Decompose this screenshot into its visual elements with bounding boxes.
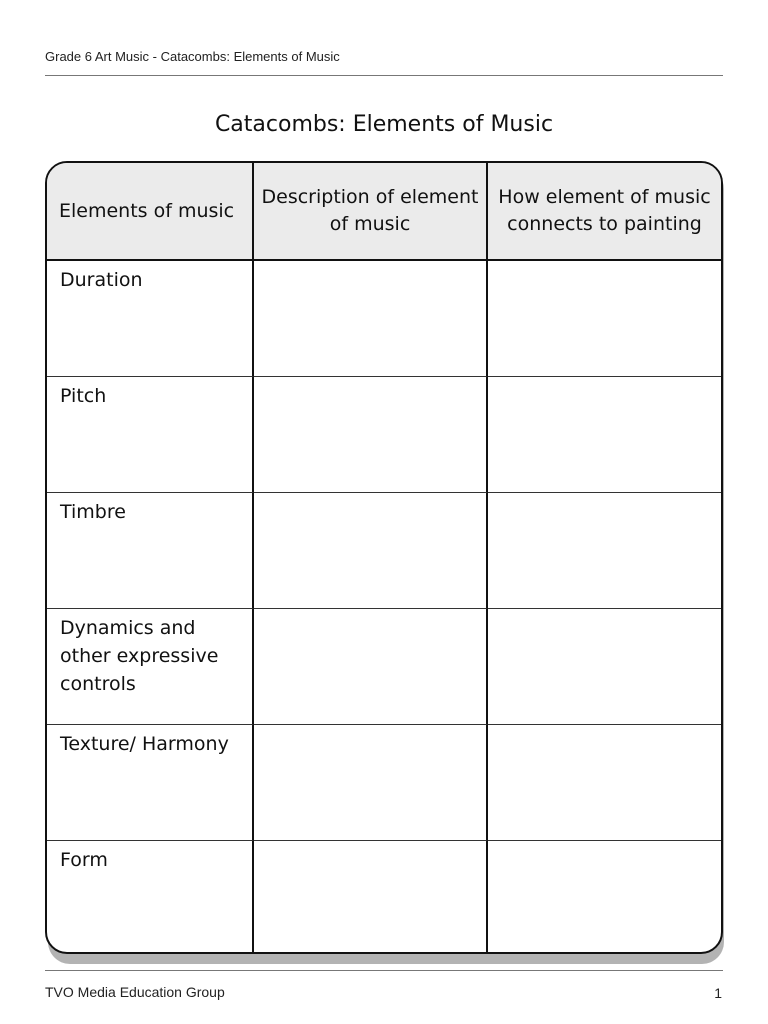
connection-cell-texture-harmony[interactable] — [488, 725, 721, 841]
footer-publisher: TVO Media Education Group — [45, 984, 225, 1000]
column-header-element: Elements of music — [47, 163, 254, 261]
row-label-pitch: Pitch — [47, 377, 254, 493]
connection-cell-timbre[interactable] — [488, 493, 721, 609]
row-label-duration: Duration — [47, 261, 254, 377]
table-grid — [47, 163, 721, 952]
connection-cell-duration[interactable] — [488, 261, 721, 377]
description-cell-texture-harmony[interactable] — [254, 725, 488, 841]
page-number: 1 — [714, 985, 722, 1001]
row-label-dynamics: Dynamics and other expressive controls — [47, 609, 254, 725]
connection-cell-pitch[interactable] — [488, 377, 721, 493]
description-cell-timbre[interactable] — [254, 493, 488, 609]
row-label-texture-harmony: Texture/ Harmony — [47, 725, 254, 841]
description-cell-form[interactable] — [254, 841, 488, 954]
header-divider — [45, 75, 723, 76]
connection-cell-dynamics[interactable] — [488, 609, 721, 725]
footer-divider — [45, 970, 723, 971]
column-header-description: Description of element of music — [254, 163, 488, 261]
description-cell-pitch[interactable] — [254, 377, 488, 493]
description-cell-dynamics[interactable] — [254, 609, 488, 725]
row-label-form: Form — [47, 841, 254, 954]
elements-table — [45, 161, 723, 954]
column-header-connection: How element of music connects to painting — [488, 163, 721, 261]
row-label-timbre: Timbre — [47, 493, 254, 609]
description-cell-duration[interactable] — [254, 261, 488, 377]
document-title: Catacombs: Elements of Music — [214, 112, 554, 137]
page-header: Grade 6 Art Music - Catacombs: Elements of Music — [45, 49, 340, 64]
connection-cell-form[interactable] — [488, 841, 721, 954]
